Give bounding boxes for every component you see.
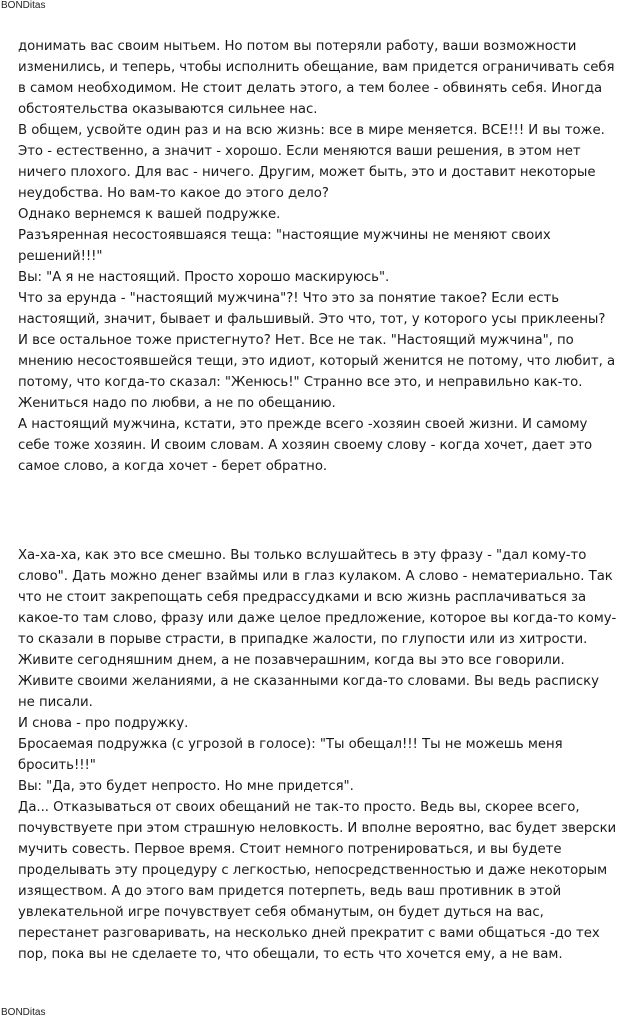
- text-line: не писали.: [18, 695, 93, 710]
- text-line: потому, что когда-то сказал: "Женюсь!" Странно все это, и неправильно как-то.: [18, 375, 583, 390]
- header-watermark: BONDitas: [1, 0, 46, 11]
- text-line: настоящий, значит, бывает и фальшивый. Это что, тот, у которого усы приклеены?: [18, 312, 606, 327]
- text-line: Живите своими желаниями, а не сказанными когда-то словами. Вы ведь расписку: [18, 674, 599, 689]
- text-line: перестанет разговаривать, на несколько дней прекратит с вами общаться -до тех: [18, 926, 600, 941]
- text-line: проделывать эту процедуру с легкостью, непосредственностью и даже некоторым: [18, 863, 608, 878]
- text-line: И все остальное тоже пристегнуто? Нет. Все не так. "Настоящий мужчина", по: [18, 333, 574, 348]
- text-line: решений!!!": [18, 249, 103, 264]
- text-line: в самом необходимом. Не стоит делать этого, а тем более - обвинять себя. Иногда: [18, 81, 603, 96]
- text-block-1: [18, 36, 618, 477]
- text-line: что не стоит закрепощать себя предрассудками и всю жизнь расплачиваться за: [18, 590, 587, 605]
- text-line: Бросаемая подружка (с угрозой в голосе): "Ты обещал!!! Ты не можешь меня: [18, 737, 563, 752]
- text-line: мучить совесть. Первое время. Стоит немного потренироваться, и вы будете: [18, 842, 562, 857]
- text-line: Вы: "А я не настоящий. Просто хорошо маскируюсь".: [18, 270, 390, 285]
- text-line: Жениться надо по любви, а не по обещанию.: [18, 396, 336, 411]
- text-line: ничего плохого. Для вас - ничего. Другим, может быть, это и доставит некоторые: [18, 165, 596, 180]
- text-line: Живите сегодняшним днем, а не позавчерашним, когда вы это все говорили.: [18, 653, 565, 668]
- text-line: Разъяренная несостоявшаяся теща: "настоящие мужчины не меняют своих: [18, 228, 551, 243]
- text-line: слово". Дать можно денег взаймы или в глаз кулаком. А слово - нематериально. Так: [18, 569, 613, 584]
- text-line: бросить!!!": [18, 758, 96, 773]
- text-line: неудобства. Но вам-то какое до этого дело?: [18, 186, 329, 201]
- text-line: изменились, и теперь, чтобы исполнить обещание, вам придется ограничивать себя: [18, 60, 615, 75]
- text-line: изяществом. А до этого вам придется потерпеть, ведь ваш противник в этой: [18, 884, 562, 899]
- text-line: Да... Отказываться от своих обещаний не так-то просто. Ведь вы, скорее всего,: [18, 800, 580, 815]
- text-line: пор, пока вы не сделаете то, что обещали, то есть что хочется ему, а не вам.: [18, 947, 563, 962]
- text-line: А настоящий мужчина, кстати, это прежде всего -хозяин своей жизни. И самому: [18, 417, 588, 432]
- text-line: самое слово, а когда хочет - берет обратно.: [18, 459, 328, 474]
- text-line: какое-то там слово, фразу или даже целое предложение, которое вы когда-то кому-: [18, 611, 617, 626]
- text-line: то сказали в порыве страсти, в припадке жалости, по глупости или из хитрости.: [18, 632, 588, 647]
- text-line: Это - естественно, а значит - хорошо. Если меняются ваши решения, в этом нет: [18, 144, 581, 159]
- text-line: В общем, усвойте один раз и на всю жизнь: все в мире меняется. ВСЕ!!! И вы тоже.: [18, 123, 605, 138]
- text-line: Вы: "Да, это будет непросто. Но мне придется".: [18, 779, 354, 794]
- text-line: Однако вернемся к вашей подружке.: [18, 207, 281, 222]
- footer-watermark: BONDitas: [1, 1007, 46, 1018]
- text-line: И снова - про подружку.: [18, 716, 189, 731]
- text-block-2: [18, 545, 618, 965]
- text-line: мнению несостоявшейся тещи, это идиот, который женится не потому, что любит, а: [18, 354, 616, 369]
- text-line: себе тоже хозяин. И своим словам. А хозяин своему слову - когда хочет, дает это: [18, 438, 593, 453]
- text-line: донимать вас своим нытьем. Но потом вы потеряли работу, ваши возможности: [18, 39, 577, 54]
- text-line: обстоятельства оказываются сильнее нас.: [18, 102, 318, 117]
- text-line: Ха-ха-ха, как это все смешно. Вы только вслушайтесь в эту фразу - "дал кому-то: [18, 548, 587, 563]
- text-line: Что за ерунда - "настоящий мужчина"?! Что это за понятие такое? Если есть: [18, 291, 559, 306]
- text-line: увлекательной игре почувствует себя обманутым, он будет дуться на вас,: [18, 905, 544, 920]
- text-line: почувствуете при этом страшную неловкость. И вполне вероятно, вас будет зверски: [18, 821, 617, 836]
